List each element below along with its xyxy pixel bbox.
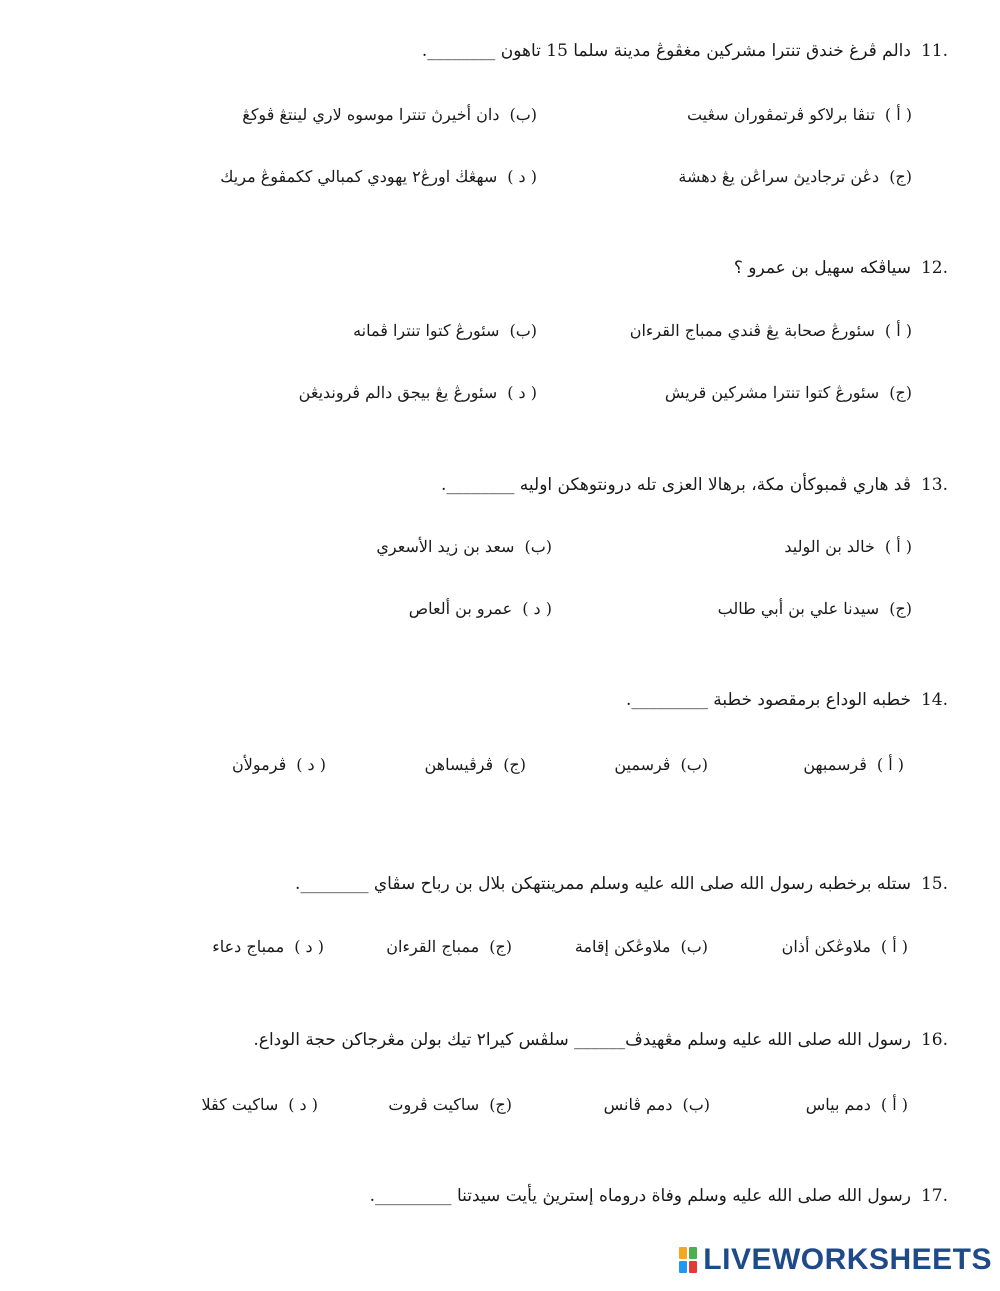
logo-mark-icon (679, 1247, 697, 1273)
question-text: رسول الله صلى الله عليه وسلم مڠهيدڤ______ سلڤس كيرا٢ تيك بولن مڠرجاكن حجة الوداع. (253, 1030, 911, 1050)
option-11-d[interactable] (220, 167, 537, 186)
option-13-d[interactable] (409, 599, 552, 618)
option-letter: ( أ ) (884, 321, 912, 340)
question-number: 11. (920, 41, 948, 61)
option-letter: ( د ) (296, 755, 326, 774)
question-number: 13. (920, 475, 948, 495)
option-text: دان أخيرڽ تنترا موسوه لاري لينتڠ ڤوكڠ (242, 105, 500, 124)
option-12-a[interactable] (630, 321, 912, 340)
option-16-a[interactable] (806, 1095, 908, 1114)
option-text: تنڤا برلاكو ڤرتمڤوران سڠيت (686, 105, 875, 124)
option-letter: ( أ ) (876, 755, 904, 774)
option-12-b[interactable] (353, 321, 537, 340)
logo-mark-cell (689, 1261, 697, 1273)
option-text: ملاوڠكن إقامة (574, 937, 671, 956)
question-number: 12. (920, 258, 948, 278)
option-13-a[interactable] (784, 537, 912, 556)
option-text: دمم ڤانس (603, 1095, 673, 1114)
option-12-d[interactable] (299, 383, 537, 402)
option-letter: ( د ) (288, 1095, 318, 1114)
logo-mark-cell (679, 1247, 687, 1259)
question-text: ڤد هاري ڤمبوكأن مكة، برهالا العزى تله درونتوهكن اوليه ________. (440, 475, 911, 495)
logo-text: LIVEWORKSHEETS (703, 1243, 992, 1276)
option-letter: (ج) (489, 937, 512, 956)
question-text: دالم ڤرغ خندق تنترا مشركين مغڤوڠ مدينة سلما 15 تاهون ________. (421, 41, 911, 61)
option-13-c[interactable] (718, 599, 912, 618)
option-text: ڤرسمين (614, 755, 671, 774)
option-letter: ( أ ) (880, 1095, 908, 1114)
option-text: دمم بياس (805, 1095, 871, 1114)
option-letter: (ب) (680, 937, 708, 956)
option-13-b[interactable] (376, 537, 552, 556)
option-letter: ( أ ) (884, 105, 912, 124)
logo-mark-cell (689, 1247, 697, 1259)
question-14 (40, 690, 948, 714)
liveworksheets-logo (679, 1243, 992, 1277)
option-14-d[interactable] (232, 755, 326, 774)
option-text: ممباج دعاء (212, 937, 285, 956)
option-16-b[interactable] (604, 1095, 710, 1114)
option-letter: (ب) (682, 1095, 710, 1114)
option-11-c[interactable] (678, 167, 912, 186)
question-16 (40, 1030, 948, 1054)
option-text: سئورڠ كتوا تنترا مشركين قريش (664, 383, 880, 402)
option-letter: (ب) (524, 537, 552, 556)
question-12 (40, 258, 948, 282)
option-text: سيدنا علي بن أبي طالب (717, 599, 880, 618)
option-letter: (ب) (509, 321, 537, 340)
option-16-d[interactable] (201, 1095, 318, 1114)
option-text: ڤرڤيساهن (424, 755, 494, 774)
option-text: ساكيت كڤلا (201, 1095, 279, 1114)
option-letter: (ج) (889, 599, 912, 618)
option-text: ڤرسمبهن (803, 755, 867, 774)
question-text: سياڤكه سهيل بن عمرو ؟ (733, 258, 911, 278)
option-text: خالد بن الوليد (784, 537, 875, 556)
option-letter: (ب) (680, 755, 708, 774)
option-letter: (ج) (503, 755, 526, 774)
option-letter: ( د ) (522, 599, 552, 618)
question-text: خطبه الوداع برمقصود خطبة _________. (626, 690, 911, 710)
question-17 (40, 1186, 948, 1210)
option-text: ڤرمولأن (232, 755, 287, 774)
question-15 (40, 874, 948, 898)
option-text: سعد بن زيد الأسعري (376, 537, 515, 556)
option-text: ممباج القرءان (386, 937, 480, 956)
option-11-b[interactable] (242, 105, 537, 124)
option-15-a[interactable] (782, 937, 908, 956)
option-letter: ( د ) (507, 167, 537, 186)
option-letter: ( د ) (507, 383, 537, 402)
option-letter: (ج) (889, 383, 912, 402)
option-text: عمرو بن ألعاص (408, 599, 513, 618)
option-15-b[interactable] (575, 937, 708, 956)
option-letter: ( أ ) (884, 537, 912, 556)
question-number: 15. (920, 874, 948, 894)
question-13 (40, 475, 948, 499)
question-number: 14. (920, 690, 948, 710)
logo-mark-cell (679, 1261, 687, 1273)
option-letter: ( أ ) (880, 937, 908, 956)
question-text: ستله برخطبه رسول الله صلى الله عليه وسلم ممرينتهكن بلال بن رباح سڤاي ________. (295, 874, 911, 894)
option-letter: (ب) (509, 105, 537, 124)
question-number: 16. (920, 1030, 948, 1050)
option-text: سهڠڬ اورڠ٢ يهودي كمبالي ككمڤوڠ مريك (220, 167, 498, 186)
option-16-c[interactable] (388, 1095, 512, 1114)
option-text: سئورڠ يڠ بيجق دالم ڤرونديڠن (298, 383, 498, 402)
option-14-b[interactable] (614, 755, 708, 774)
question-text: رسول الله صلى الله عليه وسلم وفاة دروماه إستريڽ يأيت سيدتنا _________. (369, 1186, 911, 1206)
option-15-c[interactable] (386, 937, 512, 956)
option-letter: (ج) (489, 1095, 512, 1114)
question-11 (40, 41, 948, 65)
option-text: سئورڠ كتوا تنترا ڤمانه (353, 321, 500, 340)
option-text: ساكيت ڤروت (388, 1095, 480, 1114)
option-12-c[interactable] (665, 383, 912, 402)
option-15-d[interactable] (212, 937, 324, 956)
option-text: ملاوڠكن أذان (781, 937, 871, 956)
option-letter: (ج) (889, 167, 912, 186)
option-14-c[interactable] (424, 755, 526, 774)
option-11-a[interactable] (687, 105, 912, 124)
option-letter: ( د ) (294, 937, 324, 956)
option-text: سئورڠ صحابة يڠ ڤندي ممباج القرءان (629, 321, 875, 340)
option-14-a[interactable] (803, 755, 904, 774)
question-number: 17. (920, 1186, 948, 1206)
option-text: دڠن ترجاديڽ سراڠن يڠ دهشة (678, 167, 880, 186)
